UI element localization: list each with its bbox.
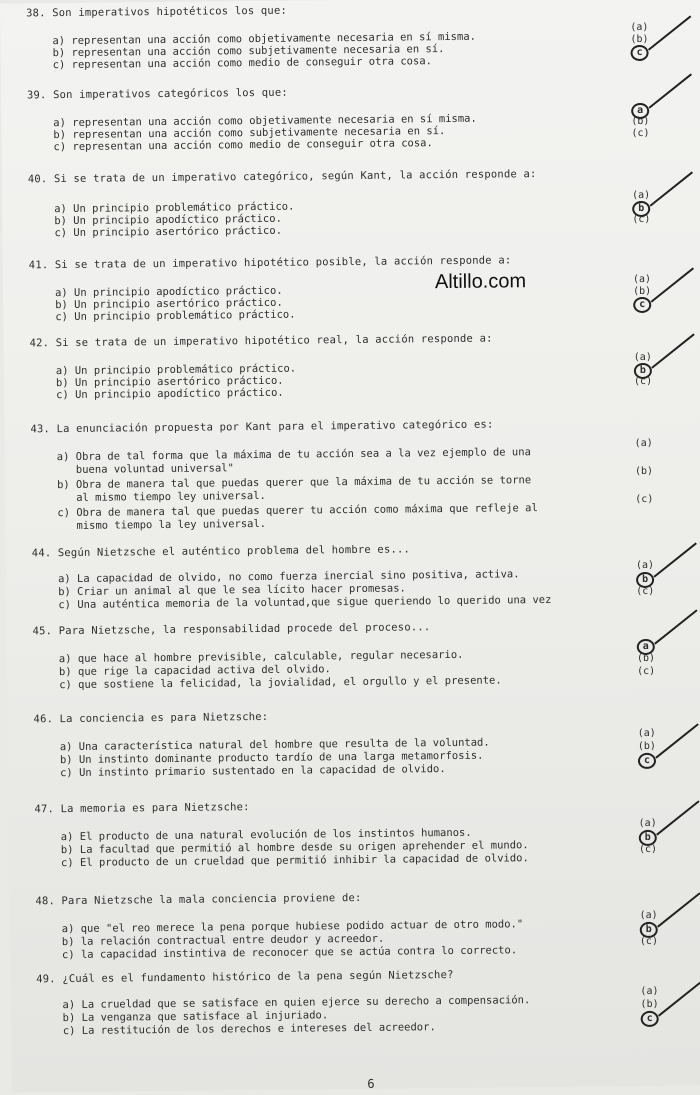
option-mark: (b) — [637, 740, 656, 753]
option-mark: (a) — [640, 985, 659, 998]
answer-option: c) La restitución de los derechos e intereses del acreedor. — [62, 1021, 436, 1038]
answer-option: a) representan una acción como objetivamente necesaria en sí misma. — [53, 112, 477, 130]
answer-option: a) Una característica natural del hombre que resulta de la voluntad. — [59, 736, 490, 754]
circled-answer-mark: c — [641, 1011, 659, 1027]
option-mark: (b) — [631, 115, 650, 128]
answer-option: c) El producto de un crueldad que permitió inhibir la capacidad de olvido. — [60, 852, 529, 870]
question-47 — [8, 796, 700, 870]
option-mark: (a) — [637, 727, 656, 740]
circled-answer-mark: a — [637, 639, 655, 655]
question-stem: 47. La memoria es para Nietzsche: — [34, 801, 250, 816]
answer-option: c) la capacidad instintiva de reconocer que se actúa contra lo correcto. — [61, 944, 518, 962]
watermark: Altillo.com — [434, 270, 527, 294]
option-mark: (a) — [639, 909, 658, 922]
option-mark: (c) — [638, 843, 658, 856]
option-mark: (a) — [634, 437, 653, 450]
option-mark: (c) — [633, 375, 653, 388]
answer-option: a) El producto de una natural evolución de los instintos humanos. — [60, 826, 472, 844]
answer-option: c) Un principio asertórico práctico. — [54, 224, 283, 240]
answer-option: c) Una auténtica memoria de la voluntad,que sigue queriendo lo querido una vez — [58, 593, 552, 612]
circled-answer-mark: c — [633, 297, 651, 313]
answer-option: b) Un principio apodíctico práctico. — [54, 212, 282, 228]
answer-option: c) que sostiene la felicidad, la jovialidad, el orgullo y el presente. — [59, 674, 502, 692]
circled-answer-mark: c — [638, 753, 656, 769]
answer-option: b) Un principio asertórico práctico. — [55, 374, 284, 390]
question-49 — [10, 966, 700, 1038]
answer-option: c) Un instinto primario sustentado en la capacidad de olvido. — [60, 763, 446, 780]
circled-answer-mark: b — [639, 830, 657, 846]
question-45 — [7, 618, 700, 692]
answer-option: a) La crueldad que se satisface en quien ejerce su derecho a compensación. — [62, 994, 531, 1012]
option-mark: (b) — [633, 285, 652, 298]
pen-stroke — [649, 73, 692, 108]
pen-stroke — [650, 171, 693, 206]
answer-option: b) que rige la capacidad activa del olvido. — [58, 663, 331, 679]
pen-stroke — [658, 981, 700, 1016]
answer-option: c) Un principio apodíctico práctico. — [56, 386, 284, 402]
question-stem: 39. Son imperativos categóricos los que: — [26, 86, 288, 102]
question-stem: 44. Según Nietzsche el auténtico problema del hombre es... — [31, 543, 411, 560]
answer-option: b) representan una acción como subjetivamente necesaria en sí. — [53, 125, 446, 142]
question-stem: 45. Para Nietzsche, la responsabilidad procede del proceso... — [32, 621, 431, 638]
option-mark: (a) — [638, 817, 657, 830]
pen-stroke — [651, 333, 694, 368]
answer-option: b) Un instinto dominante producto tardío de una larga metamorfosis. — [59, 749, 484, 767]
option-mark: (c) — [636, 665, 656, 678]
pen-stroke — [657, 892, 700, 927]
option-mark: (c) — [639, 935, 658, 948]
option-mark: (c) — [636, 585, 655, 598]
circled-answer-mark: a — [631, 103, 649, 119]
option-mark: (c) — [632, 213, 651, 226]
question-stem: 40. Si se trata de un imperativo categórico, según Kant, la acción responde a: — [27, 168, 537, 186]
pen-stroke — [653, 542, 696, 577]
answer-option: b) La venganza que satisface al injuriado. — [62, 1009, 329, 1025]
option-mark: (c) — [635, 493, 654, 506]
question-40 — [2, 166, 700, 240]
option-mark: (a) — [632, 273, 652, 286]
page-number: 6 — [367, 1076, 375, 1091]
question-42 — [4, 330, 700, 402]
answer-option: c) representan una acción como medio de conseguir otra cosa. — [53, 137, 433, 154]
question-46 — [7, 706, 700, 780]
answer-option: c) Obra de manera tal que puedas querer tu acción como máxima que refleje al mismo tiempo la ley universal. — [57, 502, 538, 533]
answer-option: c) Un principio problemático práctico. — [55, 308, 296, 324]
question-stem: 38. Son imperativos hipotéticos los que: — [26, 4, 288, 20]
answer-option: b) Obra de manera tal que puedas querer que la máxima de tu acción se torne al mismo tiempo ley universal. — [57, 474, 532, 505]
question-stem: 48. Para Nietzsche la mala conciencia proviene de: — [35, 891, 362, 908]
question-stem: 42. Si se trata de un imperativo hipotético real, la acción responde a: — [29, 332, 493, 350]
answer-option: a) Un principio apodíctico práctico. — [54, 284, 283, 300]
option-mark: (a) — [633, 351, 652, 364]
answer-option: a) que "el reo merece la pena porque hubiese podido actuar de otro modo." — [61, 918, 524, 936]
option-mark: (c) — [631, 127, 650, 140]
question-38 — [0, 0, 700, 72]
pen-stroke — [655, 723, 698, 758]
question-44 — [6, 540, 700, 612]
option-mark: (a) — [630, 21, 649, 34]
option-mark: (b) — [636, 652, 656, 665]
circled-answer-mark: b — [640, 922, 658, 938]
option-mark: (a) — [635, 559, 655, 572]
answer-option: a) Un principio problemático práctico. — [54, 200, 295, 216]
option-mark: (a) — [632, 189, 651, 202]
pen-stroke — [654, 609, 697, 644]
circled-answer-mark: c — [630, 45, 648, 61]
answer-option: b) La facultad que permitió al hombre desde su origen aprehender el mundo. — [60, 839, 529, 857]
pen-stroke — [651, 267, 694, 302]
answer-option: b) representan una acción como subjetivamente necesaria en sí. — [52, 43, 445, 60]
question-43 — [4, 416, 700, 533]
answer-option: b) Un principio asertórico práctico. — [55, 296, 283, 312]
question-48 — [9, 888, 700, 962]
option-mark: (b) — [630, 33, 649, 46]
question-stem: 41. Si se trata de un imperativo hipotético posible, la acción responde a: — [28, 254, 512, 272]
circled-answer-mark: b — [632, 201, 650, 217]
answer-option: b) Criar un animal al que le sea lícito hacer promesas. — [58, 582, 406, 599]
option-mark: (b) — [640, 998, 659, 1011]
answer-option: a) Un principio problemático práctico. — [55, 362, 297, 378]
question-stem: 49. ¿Cuál es el fundamento histórico de la pena según Nietzsche? — [36, 968, 454, 986]
answer-option: b) la relación contractual entre deudor y acreedor. — [61, 932, 385, 949]
circled-answer-mark: b — [634, 363, 652, 379]
answer-option: a) Obra de tal forma que la máxima de tu acción sea a la vez ejemplo de una buena voluntad universal" — [56, 446, 531, 477]
answer-option: a) representan una acción como objetivamente necesaria en sí misma. — [52, 30, 477, 48]
answer-option: c) representan una acción como medio de conseguir otra cosa. — [52, 55, 433, 72]
answer-option: a) que hace al hombre previsible, calculable, regular necesario. — [58, 648, 464, 666]
question-stem: 46. La conciencia es para Nietzsche: — [33, 710, 269, 726]
circled-answer-mark: b — [636, 572, 654, 588]
pen-stroke — [656, 800, 699, 835]
pen-stroke — [648, 15, 691, 50]
question-stem: 43. La enunciación propuesta por Kant para el imperativo categórico es: — [30, 418, 494, 436]
answer-option: a) La capacidad de olvido, no como fuerza inercial sino positiva, activa. — [57, 568, 520, 586]
option-mark: (b) — [634, 465, 654, 478]
question-39 — [1, 82, 700, 154]
